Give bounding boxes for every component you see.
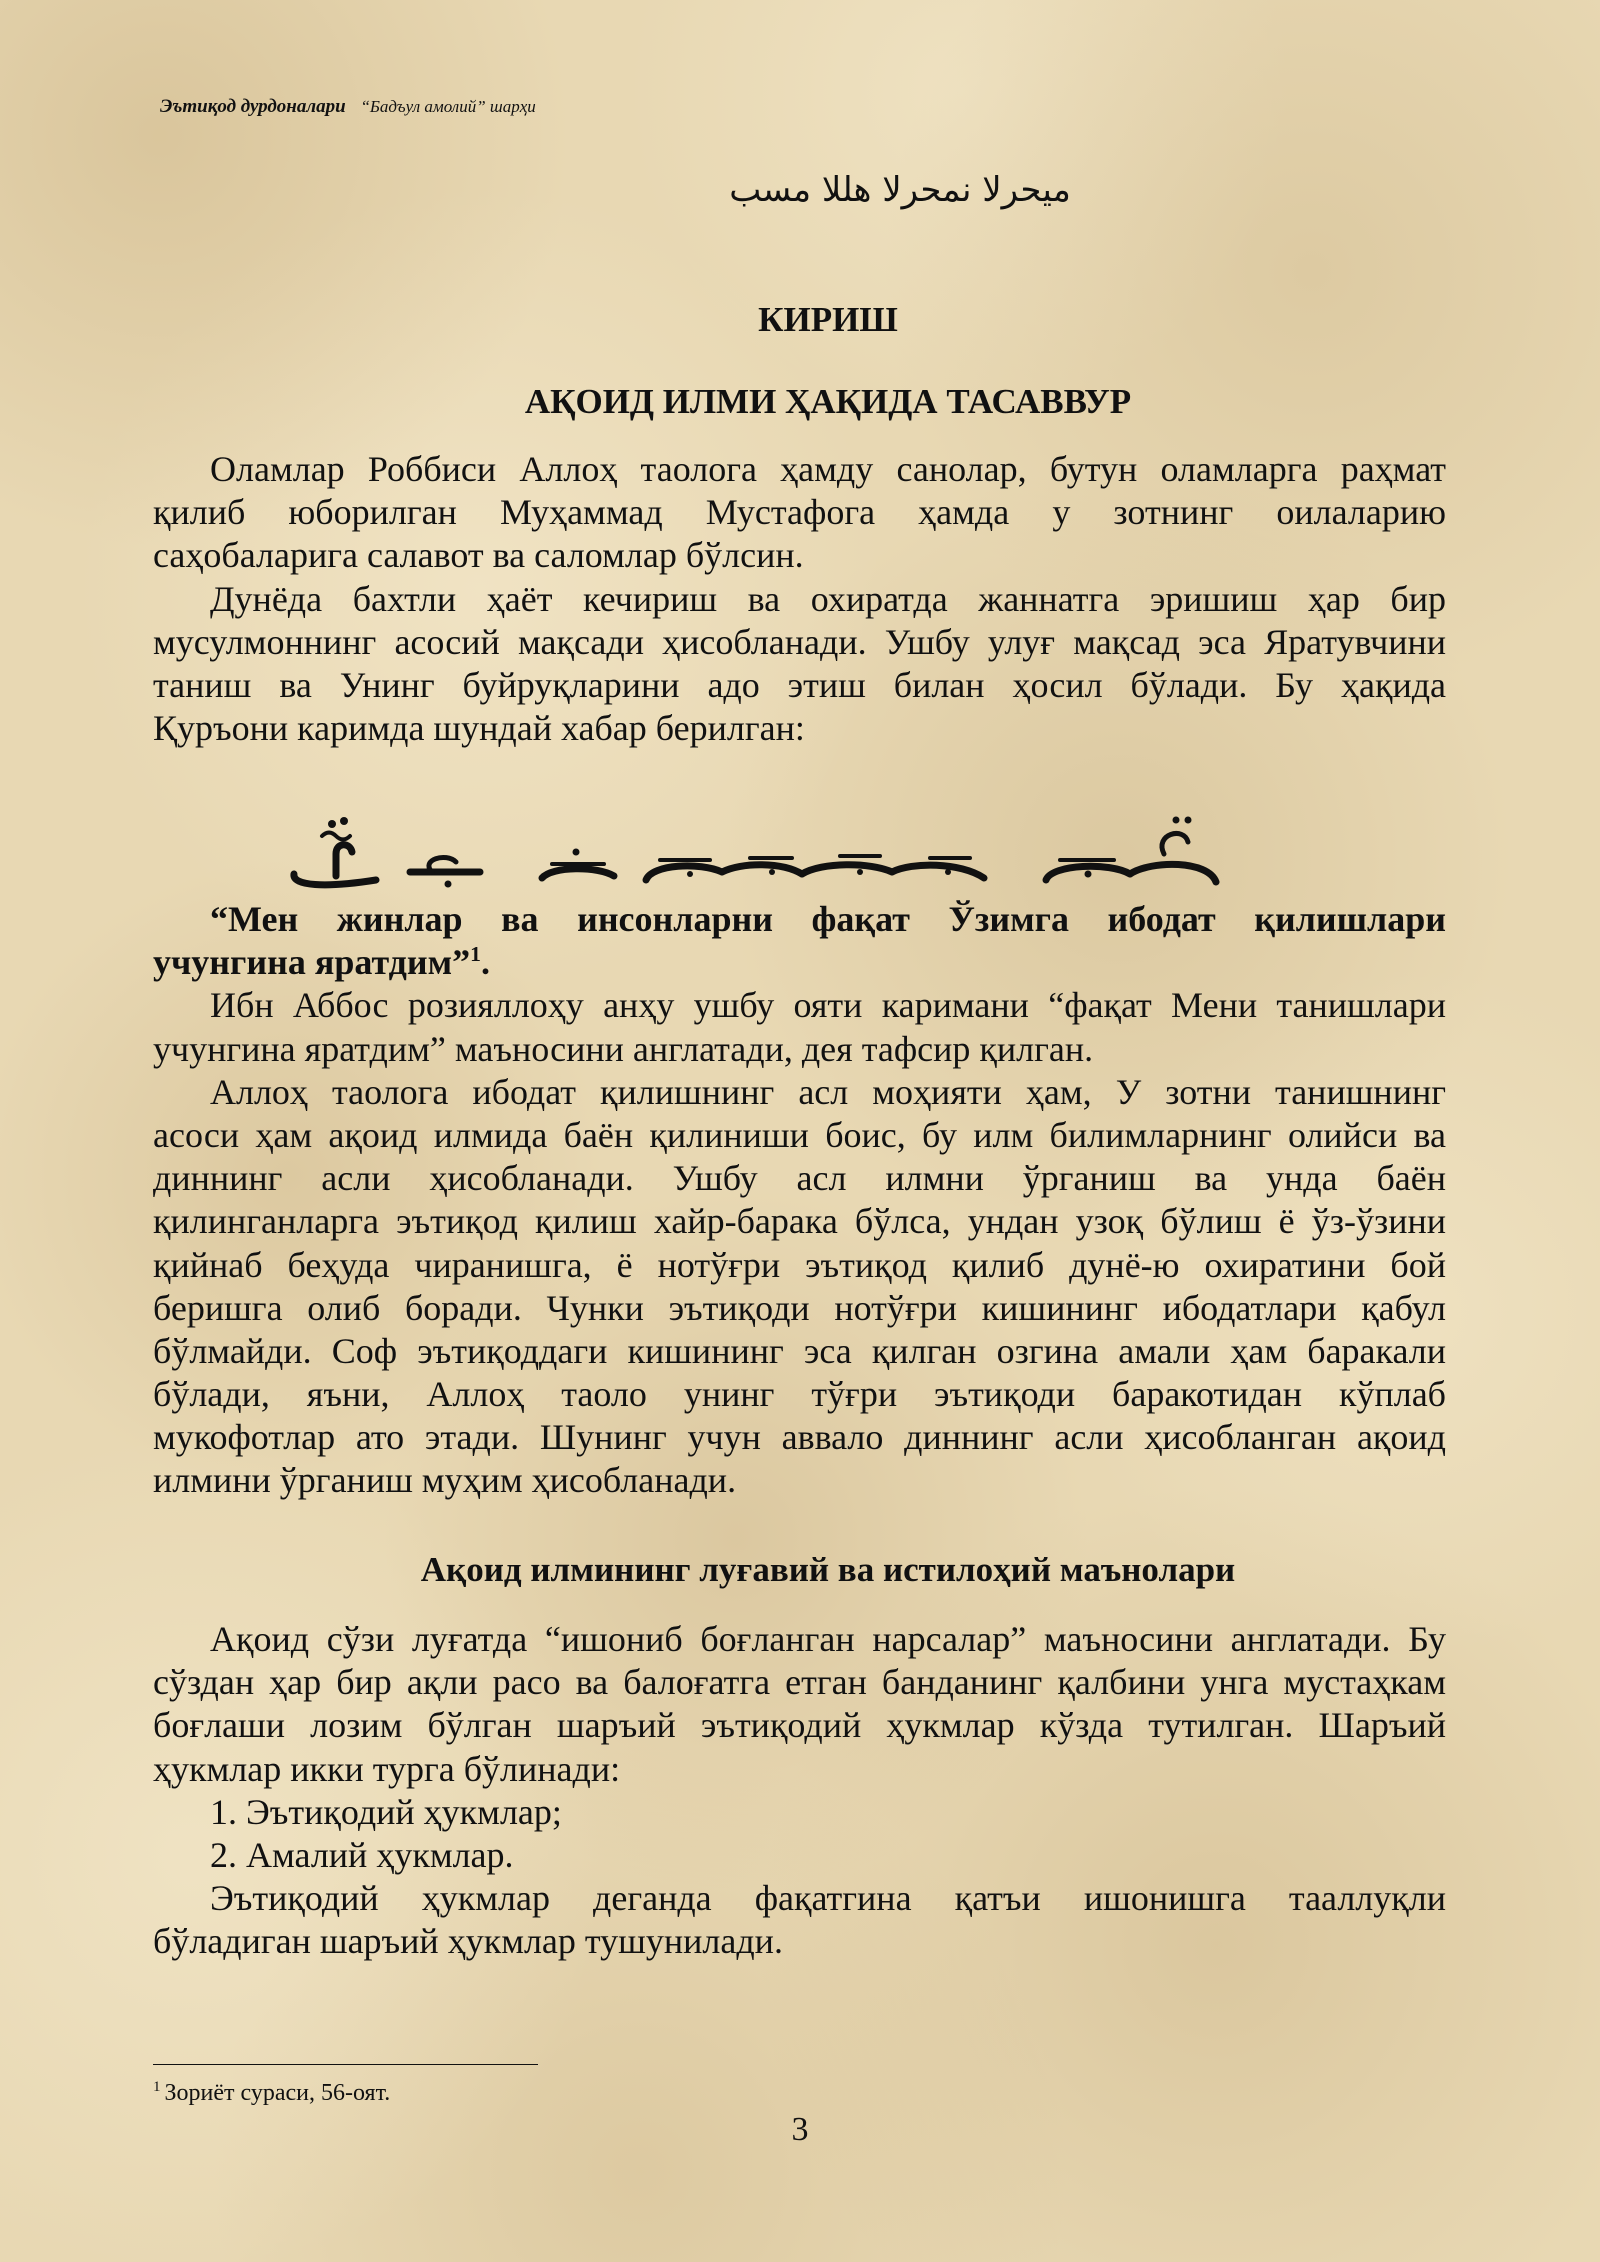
text-line: бўладиган шаръий ҳукмлар тушунилади. xyxy=(153,1921,783,1962)
page-number: 3 xyxy=(791,2111,809,2148)
intro-block xyxy=(153,448,1446,750)
quran-verse-calligraphy xyxy=(280,812,1240,892)
book-title: Эътиқод дурдоналари xyxy=(160,96,346,117)
paragraph xyxy=(153,1071,1446,1503)
text-line: Ибн Аббос розияллоҳу анҳу ушбу ояти каримани “фақат Мени танишлари xyxy=(210,985,1446,1026)
text-line: қилиб юборилган Муҳаммад Мустафога ҳамда у зотнинг оилаларию xyxy=(153,492,1446,533)
verse-end-punct: . xyxy=(480,942,490,983)
text-line: Аллоҳ таолога ибодат қилишнинг асл моҳияти ҳам, У зотни танишнинг xyxy=(210,1071,1446,1112)
book-subtitle: “Бадъул амолий” шарҳи xyxy=(360,97,536,116)
basmala-calligraphy: ميحرلا نمحرلا هللا مسب xyxy=(729,170,1071,210)
verse-line-end: учунгина яратдим” xyxy=(153,942,471,983)
footnote-reference: 1 xyxy=(470,942,481,967)
text-line: мусулмоннинг асосий мақсади ҳисобланади. Ушбу улуғ мақсад эса Яратувчини xyxy=(153,621,1446,662)
text-line: бўлмайди. Соф эътиқоддаги кишининг эса қилган озгина амали ҳам баракали xyxy=(153,1330,1446,1371)
text-line: Эътиқодий ҳукмлар деганда фақатгина қатъи ишонишга тааллуқли xyxy=(210,1878,1446,1919)
paragraph xyxy=(153,1877,1446,1963)
paragraph xyxy=(153,1618,1446,1791)
text-line: учунгина яратдим” маъносини англатади, дея тафсир қилган. xyxy=(153,1028,1094,1069)
subsection-title: Ақоид илмининг луғавий ва истилоҳий маънолари xyxy=(420,1550,1236,1589)
definitions-block xyxy=(153,1618,1446,1964)
text-line: Дунёда бахтли ҳаёт кечириш ва охиратда жаннатга эришиш ҳар бир xyxy=(210,578,1446,619)
chapter-title: КИРИШ xyxy=(758,300,898,339)
section-title: АҚОИД ИЛМИ ҲАҚИДА ТАСАВВУР xyxy=(524,382,1132,421)
text-line: ҳукмлар икки турга бўлинади: xyxy=(153,1748,621,1789)
text-line: илмини ўрганиш муҳим ҳисобланади. xyxy=(153,1460,737,1501)
footnote-marker: 1 xyxy=(153,2079,161,2095)
text-line: қийнаб беҳуда чиранишга, ё нотўғри эътиқод қилиб дунё-ю охиратини бой xyxy=(153,1244,1446,1285)
text-line: Қуръони каримда шундай хабар берилган: xyxy=(153,708,805,749)
text-line: боғлаши лозим бўлган шаръий эътиқодий ҳукмлар кўзда тутилган. Шаръий xyxy=(153,1705,1446,1746)
text-line: саҳобаларига салавот ва саломлар бўлсин. xyxy=(153,535,804,576)
text-line: сўздан ҳар бир ақли расо ва балоғатга етган банданинг қалбини унга мустаҳкам xyxy=(153,1662,1446,1703)
text-line: беришга олиб боради. Чунки эътиқоди нотўғри кишининг ибодатлари қабул xyxy=(153,1287,1446,1328)
text-line: диннинг асли ҳисобланади. Ушбу асл илмни ўрганиш ва унда баён xyxy=(153,1158,1446,1199)
paragraph xyxy=(153,984,1446,1070)
verse-translation xyxy=(153,898,1446,984)
list-item: 1. Эътиқодий ҳукмлар; xyxy=(210,1791,562,1832)
text-line: қилинганларга эътиқод қилиш хайр-барака бўлса, ундан узоқ бўлиш ё ўз-ўзини xyxy=(153,1201,1446,1242)
footnote-separator xyxy=(153,2064,538,2065)
numbered-list xyxy=(153,1791,1446,1877)
text-line: бўлади, яъни, Аллоҳ таоло унинг тўғри эътиқоди баракотидан кўплаб xyxy=(153,1374,1446,1415)
running-header xyxy=(160,95,536,119)
text-line: Оламлар Роббиси Аллоҳ таолога ҳамду санолар, бутун оламларга раҳмат xyxy=(210,449,1446,489)
text-line: Ақоид сўзи луғатда “ишониб боғланган нарсалар” маъносини англатади. Бу xyxy=(210,1619,1446,1659)
text-line xyxy=(153,941,1446,984)
text-line: “Мен жинлар ва инсонларни фақат Ўзимга ибодат қилишлари xyxy=(210,899,1446,939)
footnote xyxy=(153,2079,390,2107)
list-item: 2. Амалий ҳукмлар. xyxy=(210,1834,514,1875)
main-block xyxy=(153,898,1446,1503)
text-line: таниш ва Унинг буйруқларини адо этиш билан ҳосил бўлади. Бу ҳақида xyxy=(153,664,1446,705)
text-line: асоси ҳам ақоид илмида баён қилиниши боис, бу илм билимларнинг олийси ва xyxy=(153,1114,1446,1155)
paragraph xyxy=(153,578,1446,751)
paragraph xyxy=(153,448,1446,578)
footnote-text: Зориёт сураси, 56-оят. xyxy=(164,2080,391,2106)
text-line: мукофотлар ато этади. Шунинг учун аввало диннинг асли ҳисобланган ақоид xyxy=(153,1417,1446,1458)
